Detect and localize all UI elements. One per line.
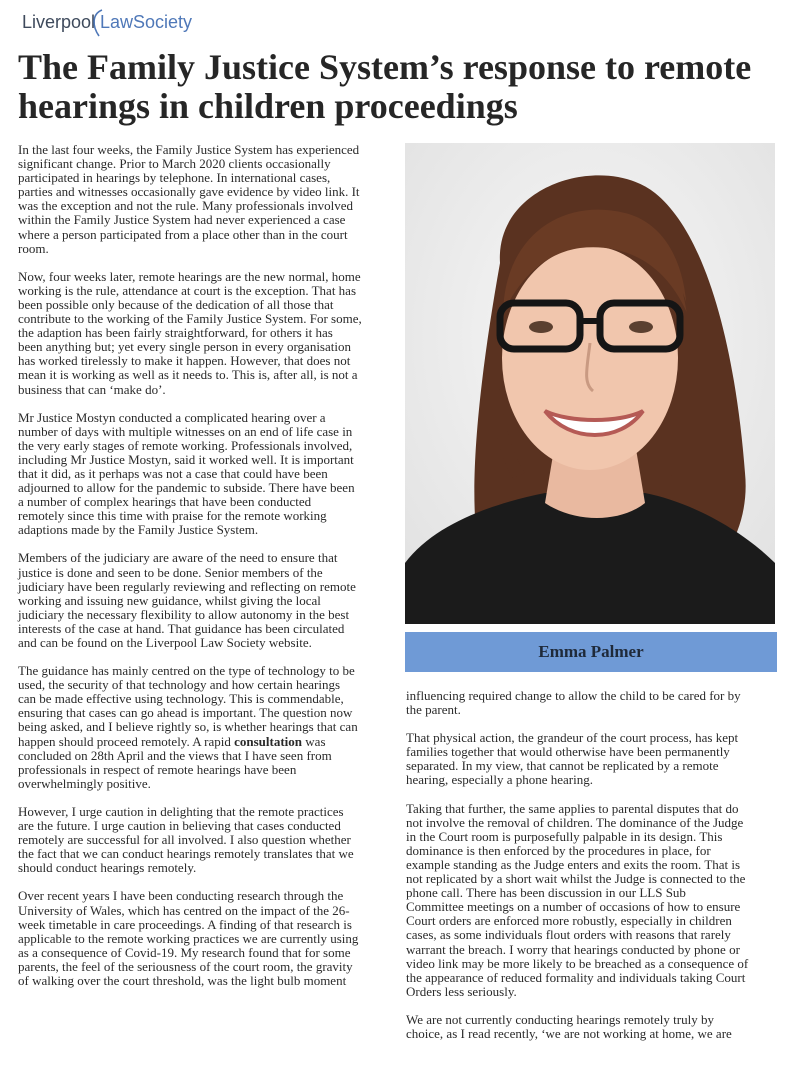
photo-caption: Emma Palmer — [538, 642, 644, 661]
paragraph: influencing required change to allow the child to be cared for by the parent. — [406, 688, 741, 718]
paragraph: However, I urge caution in delighting that the remote practices are the future. I urge caution in believing that cases conducted remotely are successful for all involved. I also question whether the fact that we can conduct hearings remotely translates that we should conduct hearings remotely. — [18, 803, 354, 876]
article-title: The Family Justice System’s response to remote hearings in children proceedings — [18, 47, 752, 126]
logo-liverpool-text: Liverpool — [22, 12, 96, 32]
author-portrait-image — [405, 143, 775, 624]
photo-caption-bar — [405, 632, 777, 672]
paragraph: In the last four weeks, the Family Justice System has experienced significant change. Prior to March 2020 clients occasionally participated in hearings by telephone. In international cases, parties and witnesses occasionally gave evidence by video link. It was the exception and not the rule. Many professionals involved within the Family Justice System had never experienced a case where a person participated from a place other than in the court room. — [18, 142, 360, 256]
paragraph: That physical action, the grandeur of the court process, has kept families together that would otherwise have been permanently separated. In my view, that cannot be replicated by a remote hearing, especially a phone hearing. — [406, 730, 739, 788]
paragraph: Taking that further, the same applies to parental disputes that do not involve the removal of children. The dominance of the Judge in the Court room is purposefully palpable in its design. This dominance is then enforced by the procedures in place, for example standing as the Judge enters and exits the room. That is not replicated by a short wait whilst the Judge is connected to the phone call. There has been discussion in our LLS Sub Committee meetings on a number of occasions of how to ensure Court orders are enforced more robustly, especially in children cases, as some individuals flout orders with reasons that rarely warrant the breach. I worry that hearings conducted by phone or video link may be more likely to be breached as a consequence of the appearance of reduced formality and individuals taking Court Orders less seriously. — [406, 800, 749, 999]
consultation-link[interactable]: consultation — [234, 733, 303, 749]
author-photo — [405, 143, 775, 624]
paragraph-text: was concluded on 28th April and the views that I have seen from professionals in respect of remote hearings have been overwhelmingly positive. — [18, 733, 332, 791]
article-right-column — [406, 689, 776, 1055]
paragraph-text: The guidance has mainly centred on the type of technology to be used, the security of that technology and how certain hearings can be made effective using technology. This is commendable, ensuring that cases can go ahead is important. The question now being asked, and I believe rightly so, is whether hearings that can happen should proceed remotely. A rapid — [18, 663, 358, 749]
paragraph: Now, four weeks later, remote hearings are the new normal, home working is the rule, attendance at court is the exception. That has been possible only because of the dedication of all those that contribute to the working of the Family Justice System. For some, the adaption has been fairly straightforward, for others it has been anything but; yet every single person in every organisation has worked tirelessly to make it happen. However, that does not mean it is working as well as it needs to. This is, after all, is not a business that can ‘make do’. — [18, 268, 362, 397]
paragraph-guidance — [18, 664, 396, 791]
paragraph: Mr Justice Mostyn conducted a complicated hearing over a number of days with multiple witnesses on an end of life case in the very early stages of remote working. Professionals involved, including Mr Justice Mostyn, said it worked well. It is important that it did, as it perhaps was not a case that could have been adjourned to allow for the pandemic to subside. There have been a number of complex hearings that have been conducted remotely since this time with praise for the remote working adaptions made by the Family Justice System. — [18, 409, 355, 538]
logo-law-society-text: LawSociety — [100, 12, 193, 32]
paragraph: Members of the judiciary are aware of the need to ensure that justice is done and seen to be done. Senior members of the judiciary have been regularly reviewing and reflecting on remote working and issuing new guidance, whilst giving the local judiciary the necessary flexibility to allow autonomy in the best interests of the case at hand. That guidance has been circulated and can be found on the Liverpool Law Society website. — [18, 550, 356, 650]
paragraph: We are not currently conducting hearings remotely truly by choice, as I read recently, ‘we are not working at home, we are — [406, 1011, 732, 1041]
paragraph: Over recent years I have been conducting research through the University of Wales, which has centred on the impact of the 26- week timetable in care proceedings. A finding of that research is applicable to the remote working practices we are currently using as a consequence of Covid-19. My research found that for some parents, the feel of the seriousness of the court room, the gravity of walking over the court threshold, was the light bulb moment — [18, 888, 359, 988]
article-left-column — [18, 143, 396, 1002]
